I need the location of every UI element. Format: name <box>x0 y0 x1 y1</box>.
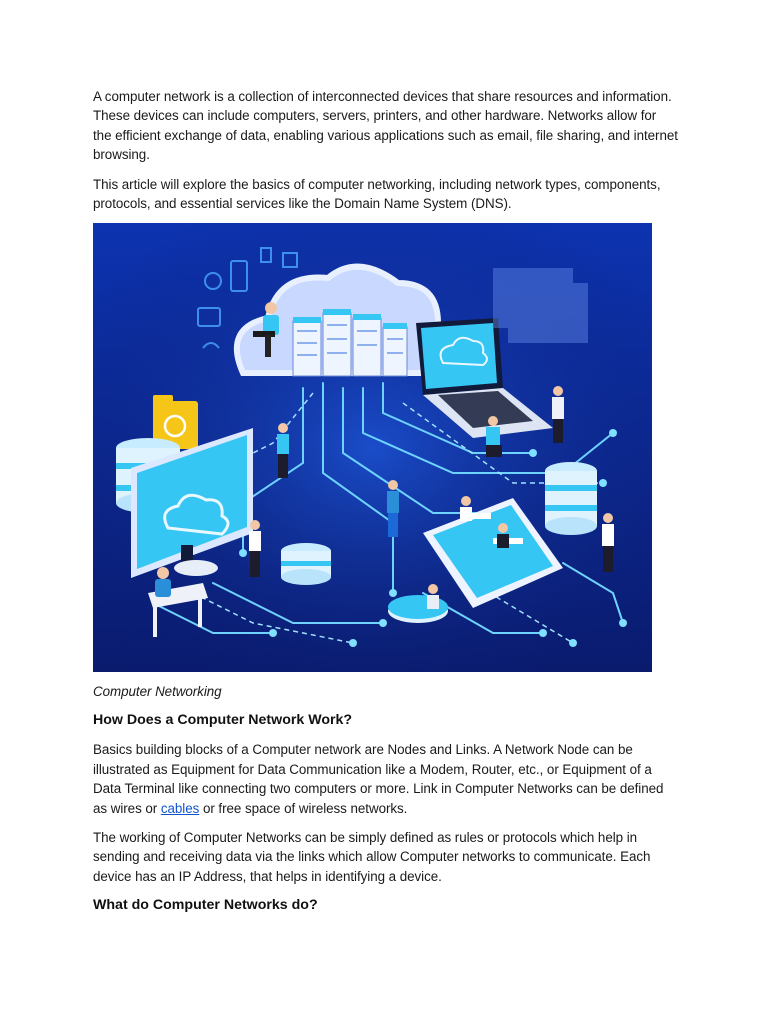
database-icon-right <box>545 462 597 535</box>
document-body <box>93 87 678 925</box>
section1-paragraph-1 <box>93 740 678 818</box>
intro-paragraph-2: This article will explore the basics of computer networking, including network types, components, protocols, and essential services like the Domain Name System (DNS). <box>93 176 661 212</box>
section-heading-how-network-works: How Does a Computer Network Work? <box>93 712 353 729</box>
section1-p1-text-after: or free space of wireless networks. <box>199 800 408 816</box>
section1-p1-text-before: Basics building blocks of a Computer network are Nodes and Links. A Network Node can be illustrated as Equipment for Data Communication like a Modem, Router, etc., or Equipment of a Data Terminal like connecting two computers or more. Link in Computer Networks can be defined as wires or <box>93 742 664 816</box>
cables-link[interactable]: cables <box>160 800 200 816</box>
intro-paragraph-1: A computer network is a collection of interconnected devices that share resources and information. These devices can include computers, servers, printers, and other hardware. Networks allow for the efficient exchange of data, enabling various applications such as email, file sharing, and internet browsing. <box>93 89 678 163</box>
section-heading-what-networks-do: What do Computer Networks do? <box>93 897 318 914</box>
computer-networking-illustration <box>93 223 652 672</box>
database-icon-center <box>281 543 331 585</box>
figure-caption: Computer Networking <box>93 684 222 700</box>
section1-paragraph-2: The working of Computer Networks can be simply defined as rules or protocols which help in sending and receiving data via the links which allow Computer networks to communicate. Each device has an IP Address, that helps in identifying a device. <box>93 830 651 884</box>
